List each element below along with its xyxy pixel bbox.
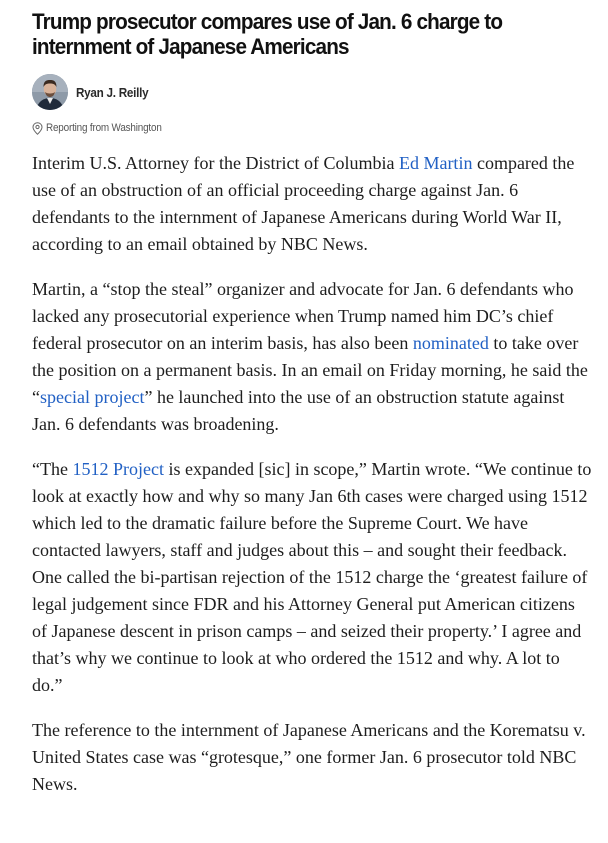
paragraph-4 — [32, 717, 592, 798]
byline — [32, 74, 156, 110]
paragraph-text: to take over the position on a permanent basis. In an email on Friday morning, he said the “ — [32, 333, 588, 407]
link-special-project[interactable]: special project — [40, 387, 145, 407]
article-body — [32, 150, 592, 816]
paragraph-text: The reference to the internment of Japanese Americans and the Korematsu v. United States case was “grotesque,” one former Jan. 6 prosecutor told NBC News. — [32, 720, 586, 794]
author-portrait-icon — [32, 74, 68, 110]
link-nominated[interactable]: nominated — [412, 333, 489, 353]
paragraph-text: Martin, a “stop the steal” organizer and advocate for Jan. 6 defendants who lacked any prosecutorial experience when Trump named him DC’s chief federal prosecutor on an interim basis, has also been — [32, 279, 574, 353]
link-ed-martin[interactable]: Ed Martin — [398, 153, 473, 173]
article-headline: Trump prosecutor compares use of Jan. 6 charge to internment of Japanese Americans — [32, 9, 503, 59]
paragraph-text: is expanded [sic] in scope,” Martin wrote. “We continue to look at exactly how and why so many Jan 6th cases were charged using 1512 which led to the dramatic failure before the Supreme Court. We have contacted lawyers, staff and judges about this – and sought their feedback. One called the bi-partisan rejection of the 1512 charge the ‘greatest failure of legal judgement since FDR and his Attorney General put American citizens of Japanese descent in prison camps – and seized their property.’ I agree and that’s why we continue to look at who ordered the 1512 and why. A lot to do.” — [32, 459, 592, 695]
author-avatar[interactable] — [32, 74, 68, 110]
author-name[interactable]: Ryan J. Reilly — [76, 84, 149, 100]
link-1512-project[interactable]: 1512 Project — [72, 459, 164, 479]
paragraph-2 — [32, 276, 592, 438]
paragraph-text: ” he launched into the use of an obstruction statute against Jan. 6 defendants was broadening. — [32, 387, 565, 434]
location-text: Reporting from Washington — [46, 122, 162, 134]
reporting-location — [32, 121, 175, 135]
paragraph-text: Interim U.S. Attorney for the District of Columbia — [32, 153, 399, 173]
paragraph-1 — [32, 150, 592, 258]
paragraph-3 — [32, 456, 592, 699]
paragraph-text: “The — [32, 459, 73, 479]
location-pin-icon — [32, 122, 43, 135]
paragraph-text: compared the use of an obstruction of an official proceeding charge against Jan. 6 defendants to the internment of Japanese Americans during World War II, according to an email obtained by NBC News. — [32, 153, 575, 254]
